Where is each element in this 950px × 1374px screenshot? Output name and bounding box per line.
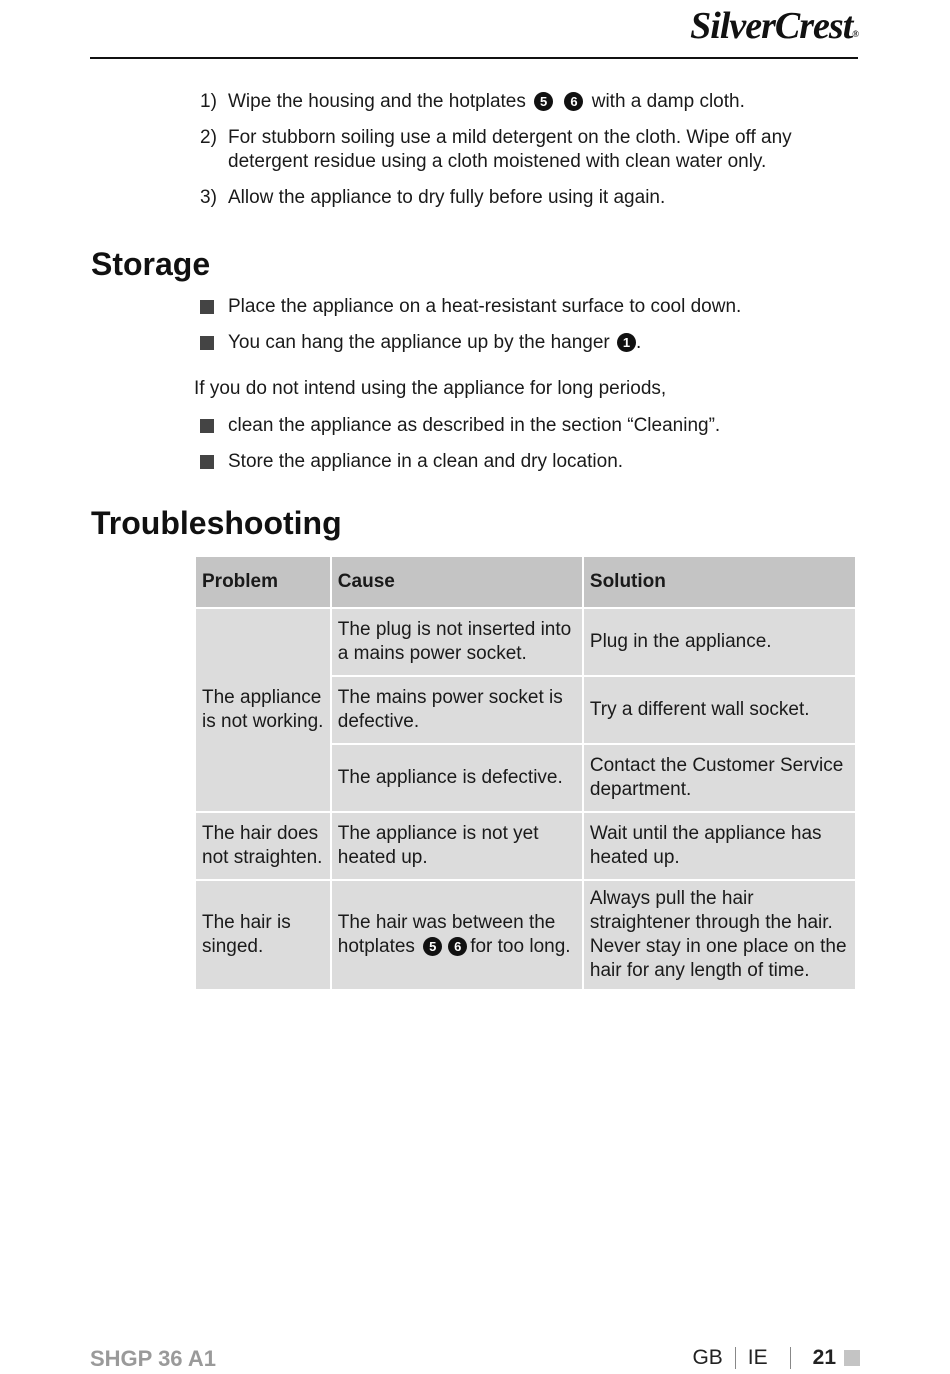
troubleshooting-heading: Troubleshooting [91,505,342,541]
ref-5-icon: 5 [534,92,553,111]
solution-cell: Contact the Customer Service department. [583,744,856,812]
language-ie: IE [747,1346,768,1369]
cause-cell: The appliance is defective. [331,744,583,812]
bullet-item: clean the appliance as described in the section “Cleaning”. [200,414,860,438]
step-item: 2) For stubborn soiling use a mild detergent on the cloth. Wipe off any detergent residue using a cloth moistened with clean water only. [200,127,792,172]
page-marker-icon [844,1350,860,1366]
table-row [195,880,856,990]
cause-cell: The plug is not inserted into a mains power socket. [331,608,583,676]
cleaning-steps [200,90,860,222]
footer-divider [735,1347,736,1369]
solution-cell: Try a different wall socket. [583,676,856,744]
column-header-solution: Solution [583,556,856,608]
model-number: SHGP 36 A1 [90,1346,216,1371]
cause-cell: The appliance is not yet heated up. [331,812,583,880]
step-item: 1) Wipe the housing and the hotplates 5 6 with a damp cloth. [200,91,745,112]
problem-cell: The hair is singed. [195,880,331,990]
troubleshooting-table [194,555,857,991]
brand-logo: SilverCrest® [690,5,858,47]
footer-divider [790,1347,791,1369]
long-period-intro: If you do not intend using the appliance for long periods, [194,378,667,399]
bullet-item: Store the appliance in a clean and dry location. [200,450,860,474]
column-header-cause: Cause [331,556,583,608]
problem-cell: The hair does not straighten. [195,812,331,880]
header-rule [90,57,858,59]
solution-cell: Wait until the appliance has heated up. [583,812,856,880]
bullet-item: You can hang the appliance up by the hanger 1 . [200,331,860,355]
solution-cell: Always pull the hair straightener through the hair. Never stay in one place on the hair for any length of time. [583,880,856,990]
ref-6-icon: 6 [564,92,583,111]
cause-cell: The mains power socket is defective. [331,676,583,744]
ref-5-icon: 5 [423,937,442,956]
ref-1-icon: 1 [617,333,636,352]
column-header-problem: Problem [195,556,331,608]
page-number: 21 [812,1346,836,1369]
ref-6-icon: 6 [448,937,467,956]
cause-cell: The hair was between the hotplates 5 6 for too long. [331,880,583,990]
page-footer [692,1346,860,1370]
table-row [195,812,856,880]
long-period-bullets [200,414,860,486]
step-item: 3) Allow the appliance to dry fully before using it again. [200,187,666,208]
language-gb: GB [692,1346,723,1369]
storage-bullets [200,295,860,367]
table-header-row [195,556,856,608]
table-row [195,608,856,676]
storage-heading: Storage [91,246,211,282]
solution-cell: Plug in the appliance. [583,608,856,676]
problem-cell: The appliance is not working. [195,608,331,812]
bullet-item: Place the appliance on a heat-resistant surface to cool down. [200,295,860,319]
